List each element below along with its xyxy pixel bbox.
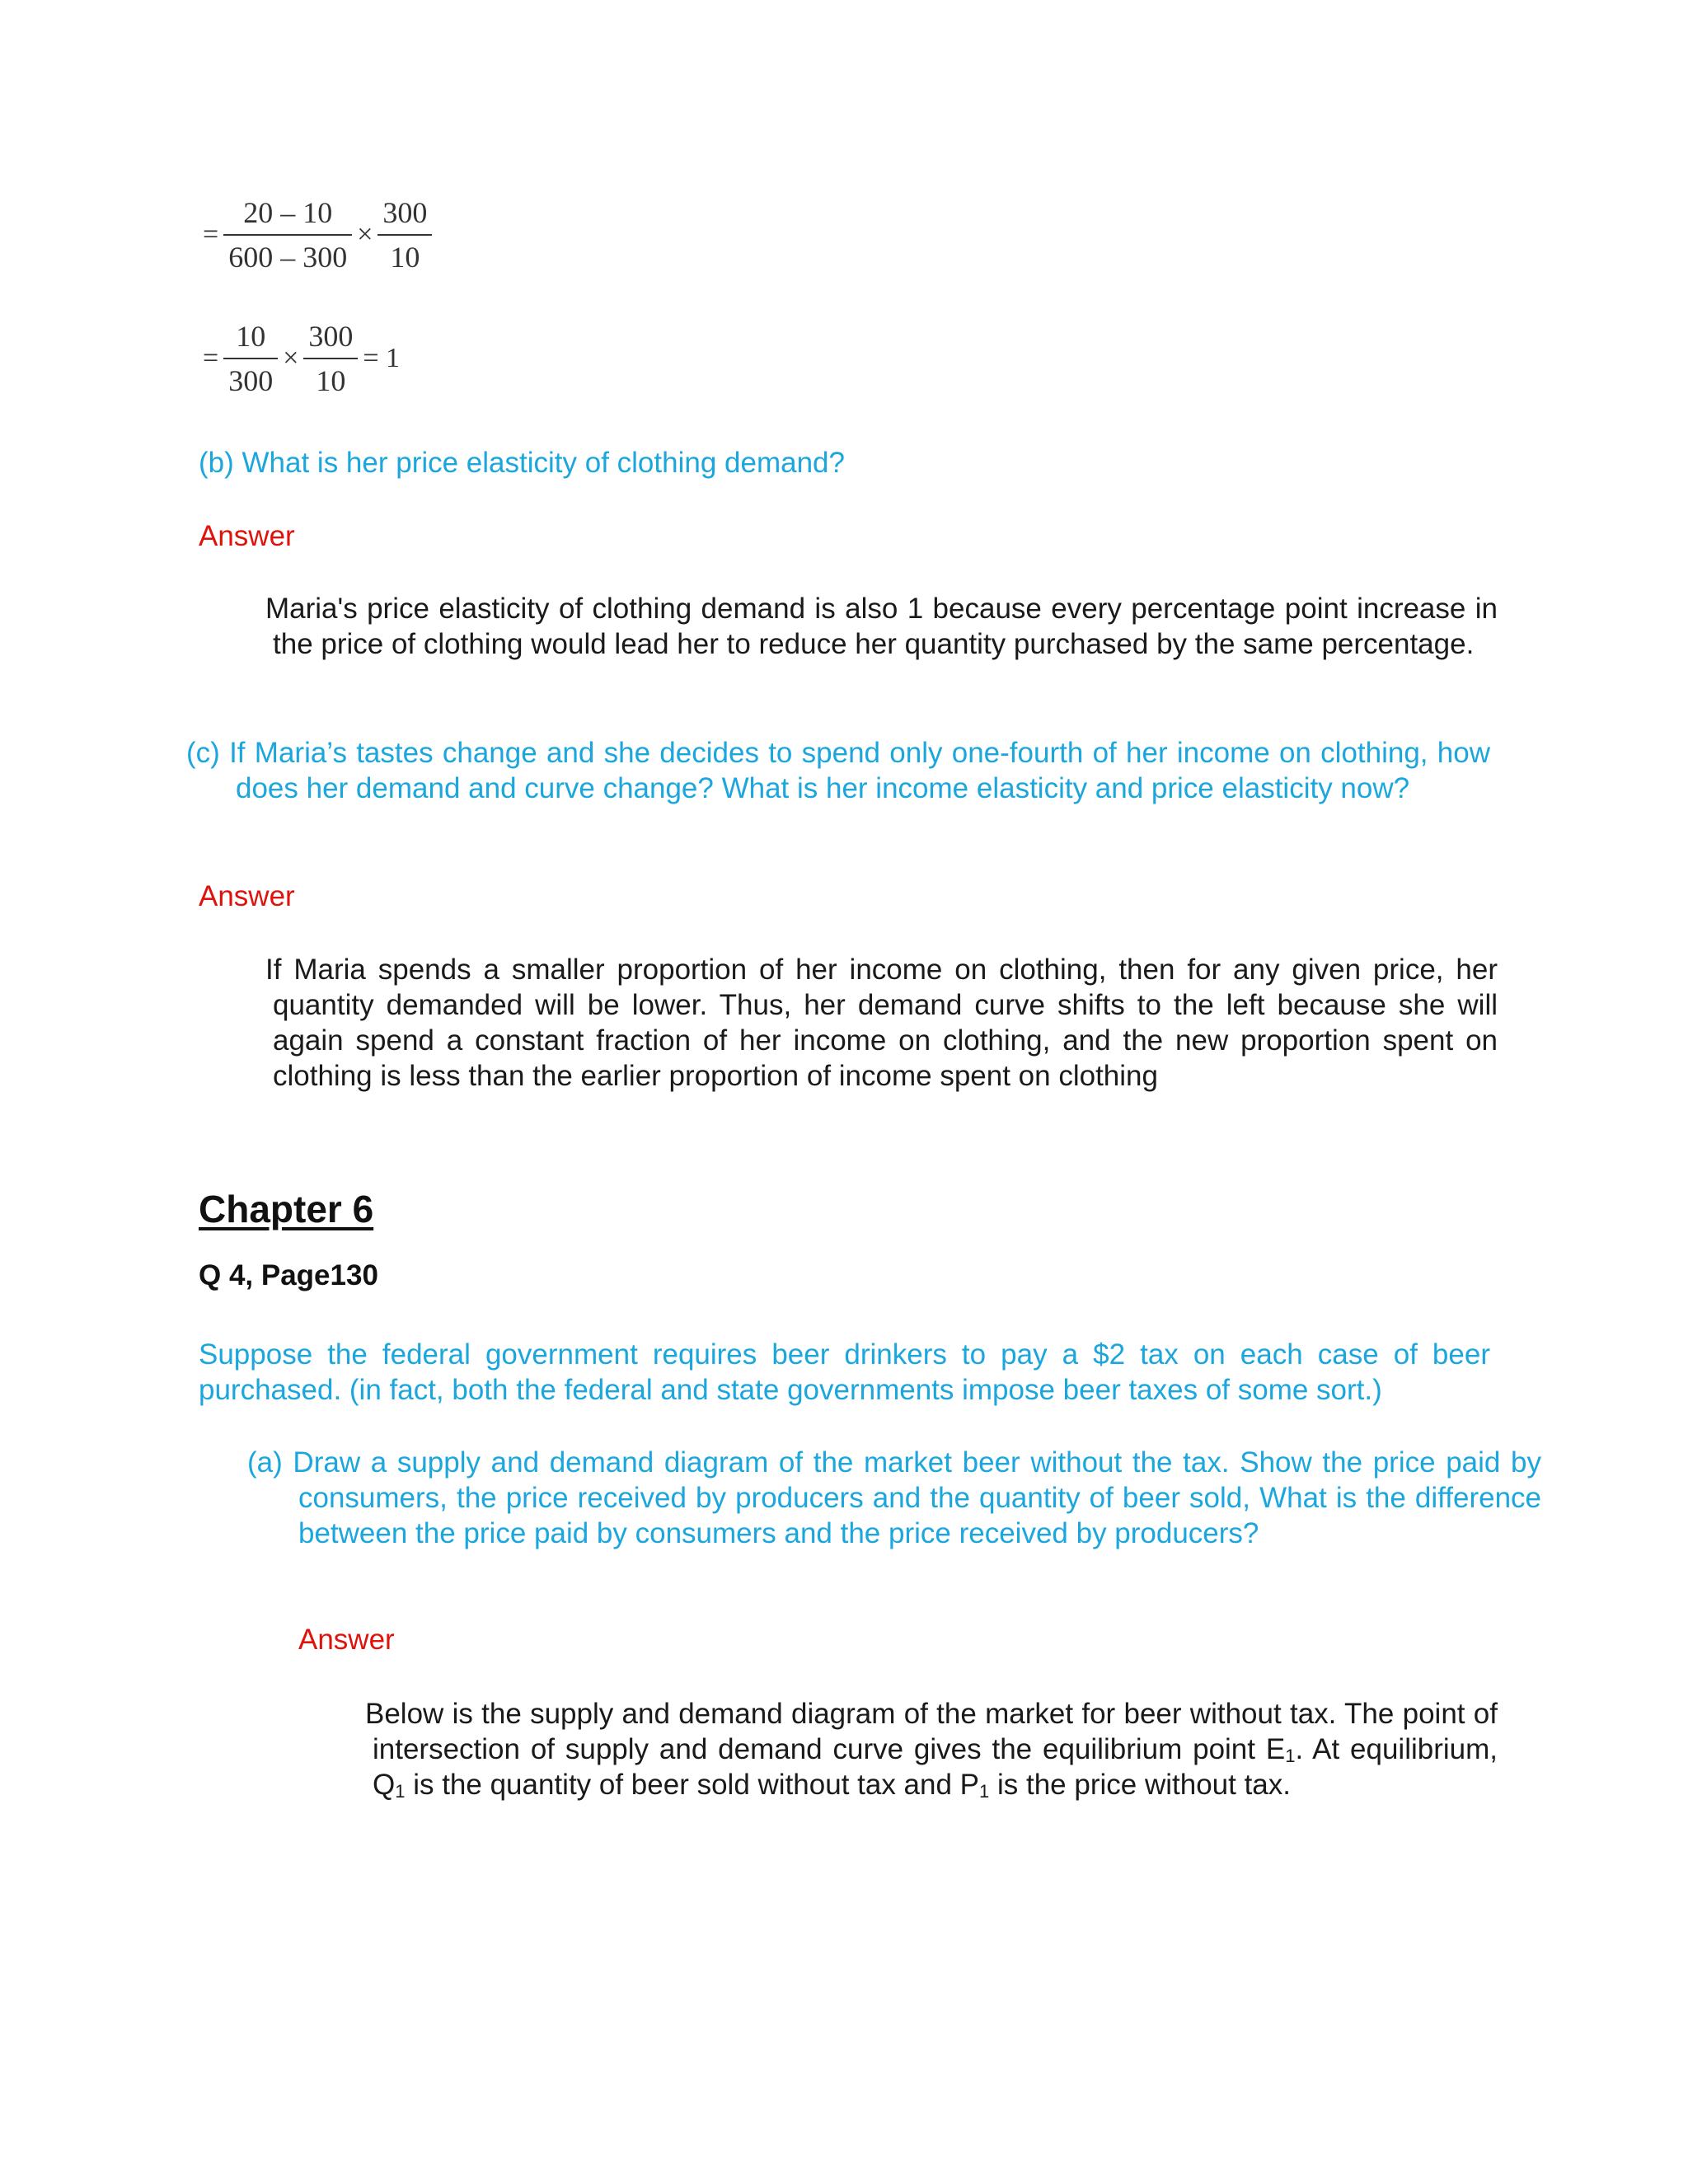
question-a: (a) Draw a supply and demand diagram of the market beer without the tax. Show the price paid by consumers, the price received by producers and the quantity of beer sold, What is the difference between the price paid by consumers and the price received by producers? (247, 1446, 1541, 1549)
numerator: 300 (308, 320, 354, 353)
subscript: 1 (979, 1781, 990, 1802)
fraction (303, 321, 358, 396)
equals-sign: = (203, 219, 219, 250)
fraction (377, 198, 432, 272)
numerator: 20 – 10 (243, 196, 333, 229)
question-c: (c) If Maria’s tastes change and she decides to spend only one-fourth of her income on clothing, how does her demand and curve change? What is her income elasticity and price elasticity now? (186, 737, 1490, 804)
question-b: (b) What is her price elasticity of clothing demand? (199, 447, 845, 479)
answer-label: Answer (199, 520, 295, 552)
denominator: 10 (316, 364, 346, 397)
times-sign: × (357, 219, 373, 250)
math-expression-1 (198, 198, 432, 272)
subscript: 1 (1285, 1746, 1296, 1766)
chapter-title: Chapter 6 (199, 1188, 374, 1230)
denominator: 600 – 300 (228, 241, 348, 274)
answer-label: Answer (199, 880, 295, 912)
fraction (223, 198, 352, 272)
answer-a-part: is the quantity of beer sold without tax and P (405, 1769, 980, 1801)
numerator: 300 (382, 196, 428, 229)
answer-a-text (365, 1696, 1498, 1802)
times-sign: × (283, 343, 299, 373)
equals-sign: = (203, 343, 219, 373)
answer-c-text: If Maria spends a smaller proportion of her income on clothing, then for any given price, her quantity demanded will be lower. Thus, her demand curve shifts to the left because she will again spend a constant fraction of her income on clothing, and the new proportion spent on clothing is less than the earlier proportion of income spent on clothing (265, 954, 1498, 1092)
answer-label: Answer (298, 1624, 395, 1656)
answer-a-part: is the price without tax. (989, 1769, 1291, 1801)
answer-b-text: Maria's price elasticity of clothing demand is also 1 because every percentage point increase in the price of clothing would lead her to reduce her quantity purchased by the same percentage. (265, 593, 1498, 660)
intro-paragraph: Suppose the federal government requires beer drinkers to pay a $2 tax on each case of beer purchased. (in fact, both the federal and state governments impose beer taxes of some sort.) (199, 1338, 1490, 1406)
result: = 1 (363, 343, 401, 373)
answer-a-part: Below is the supply and demand diagram of the market for beer without tax. The point of intersection of supply and demand curve gives the equilibrium point E (365, 1698, 1498, 1765)
question-reference: Q 4, Page130 (199, 1259, 378, 1291)
answer-a-part: . At equilibrium, Q (373, 1733, 1498, 1801)
denominator: 300 (228, 364, 274, 397)
math-expression-2 (198, 321, 405, 396)
fraction (223, 321, 278, 396)
numerator: 10 (236, 320, 266, 353)
subscript: 1 (395, 1781, 406, 1802)
denominator: 10 (390, 241, 420, 274)
